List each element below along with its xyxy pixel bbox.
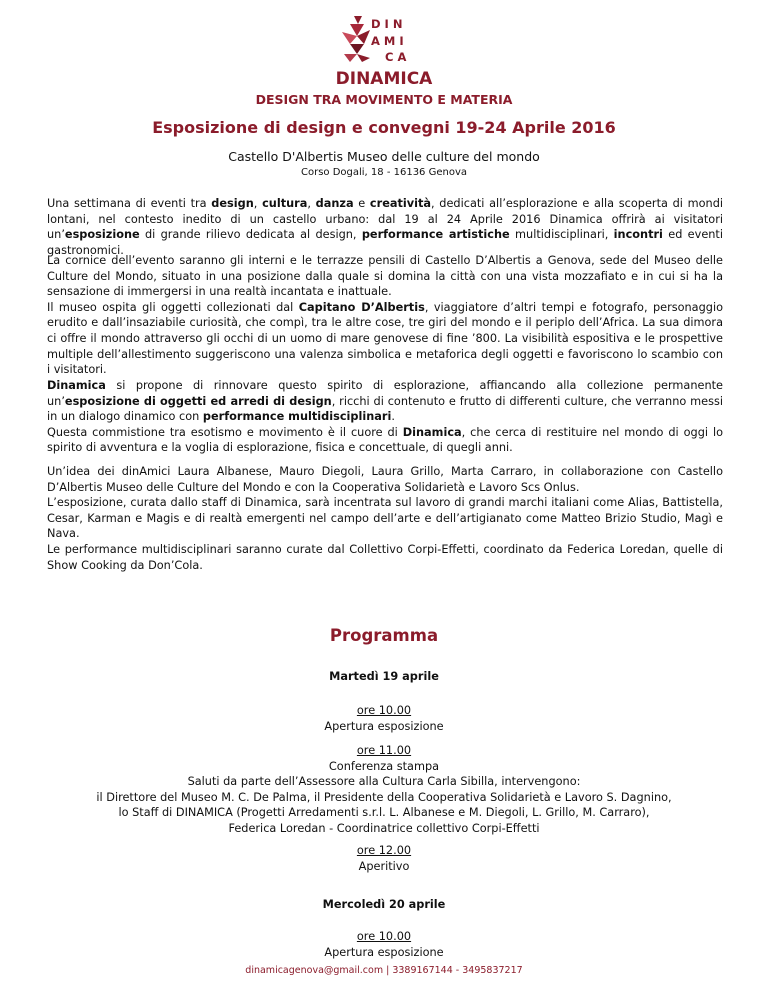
day-heading-2: Mercoledì 20 aprile <box>322 898 446 911</box>
schedule-time: ore 10.00 <box>356 930 412 943</box>
bold-text: cultura <box>262 197 308 210</box>
venue-paragraph <box>47 253 723 378</box>
schedule-item-1 <box>0 703 768 734</box>
text-run: si propone di rinnovare questo spirito di esplorazione, affiancando alla collezione permanente un’ <box>47 379 723 408</box>
logo-wordmark <box>371 16 410 66</box>
logo-line-2: AMI <box>371 33 408 48</box>
text-run: L’esposizione, curata dallo staff di Dinamica, sarà incentrata sul lavoro di grandi marchi italiani come Alias, Battistella, Cesar, Karman e Magis e di realtà emergenti nel campo dell’arte e dell’artigianato come Matteo Brizio Studio, Magì e Nava. <box>47 496 723 541</box>
brand-title: DINAMICA <box>335 69 433 89</box>
text-run: , <box>307 197 316 210</box>
bold-text: incontri <box>613 228 663 242</box>
schedule-time: ore 10.00 <box>356 704 412 717</box>
bold-text: danza <box>315 197 354 210</box>
logo-line-1: DIN <box>371 17 407 31</box>
bold-text: creatività <box>369 197 432 210</box>
venue-address: Corso Dogali, 18 - 16136 Genova <box>300 167 467 178</box>
text-run: , ricchi di contenuto e frutto di differenti culture, che verranno messi in un dialogo dinamico con <box>47 394 724 424</box>
text-run: Un’idea dei dinAmici Laura Albanese, Mauro Diegoli, Laura Grillo, Marta Carraro, in collaborazione con Castello D’Albertis Museo delle Culture del Mondo e con la Cooperativa Solidarietà e Lavoro Scs Onlus. <box>47 465 723 494</box>
schedule-item-4 <box>0 929 768 960</box>
day-heading-1: Martedì 19 aprile <box>329 670 439 683</box>
schedule-text: il Direttore del Museo M. C. De Palma, il Presidente della Cooperativa Solidarietà e Lavoro S. Dagnino, <box>96 790 672 804</box>
brand-subtitle: DESIGN TRA MOVIMENTO E MATERIA <box>255 92 513 107</box>
credits-paragraph <box>47 464 723 573</box>
bold-text: esposizione <box>64 228 140 242</box>
footer-contacts[interactable]: dinamicagenova@gmail.com | 3389167144 - 3495837217 <box>245 965 523 976</box>
text-run: multidisciplinari, <box>509 228 614 242</box>
schedule-text: Federica Loredan - Coordinatrice collettivo Corpi-Effetti <box>228 821 540 835</box>
programma-title: Programma <box>329 626 439 645</box>
event-title: Esposizione di design e convegni 19-24 Aprile 2016 <box>152 118 616 137</box>
schedule-item-2 <box>0 743 768 837</box>
text-run: ed eventi gastronomici. <box>47 228 723 257</box>
logo-line-3: CA <box>385 50 411 64</box>
bold-text: Dinamica <box>47 379 106 392</box>
schedule-text: lo Staff di DINAMICA (Progetti Arredamenti s.r.l. L. Albanese e M. Diegoli, L. Grillo, M. Carraro), <box>118 806 650 820</box>
bold-text: performance multidisciplinari <box>202 410 392 424</box>
text-run: Una settimana di eventi tra <box>47 197 212 210</box>
text-run: . <box>391 410 395 424</box>
text-run: , dedicati all’esplorazione e alla scoperta di mondi lontani, nel contesto inedito di un castello urbano: dal 19 al 24 Aprile 2016 Dinamica offrirà ai visitatori un’ <box>47 197 723 242</box>
text-run: La cornice dell’evento saranno gli interni e le terrazze pensili di Castello D’Albertis a Genova, sede del Museo delle Culture del Mondo, situato in una posizione dalla quale si domina la città con una vista mozzafiato e in cui si ha la sensazione di immergersi in una realtà incantata e inattuale. <box>47 254 723 299</box>
schedule-text: Saluti da parte dell’Assessore alla Cultura Carla Sibilla, intervengono: <box>187 775 581 789</box>
origami-dancer-icon <box>340 14 374 64</box>
schedule-time: ore 11.00 <box>356 744 412 757</box>
schedule-text: Aperitivo <box>358 859 410 873</box>
schedule-text: Apertura esposizione <box>324 719 444 733</box>
mission-paragraph <box>47 378 723 456</box>
text-run: e <box>353 197 370 210</box>
schedule-time: ore 12.00 <box>356 844 412 857</box>
venue-name: Castello D'Albertis Museo delle culture del mondo <box>228 149 540 164</box>
bold-text: Capitano D’Albertis <box>298 300 425 314</box>
bold-text: esposizione di oggetti ed arredi di design <box>64 394 332 408</box>
bold-text: performance artistiche <box>361 228 510 242</box>
bold-text: design <box>211 197 254 210</box>
dinamica-logo <box>340 14 440 66</box>
schedule-item-3 <box>0 843 768 874</box>
text-run: di grande rilievo dedicata al design, <box>139 228 362 242</box>
bold-text: Dinamica <box>402 425 462 439</box>
text-run: Il museo ospita gli oggetti collezionati dal <box>47 300 299 314</box>
text-run: , viaggiatore d’altri tempi e fotografo, personaggio erudito e dall’insaziabile curiosità, che compì, tra le altre cose, tre giri del mondo e il periplo dell’Africa. La sua dimora ci offre il mondo attraverso gli occhi di un uomo di mare genovese di fine ’800. La visibilità espositiva e le prospettive multiple dell’allestimento suggeriscono una valenza simbolica e metaforica degli oggetti e favoriscono lo scambio con i visitatori. <box>47 300 723 377</box>
intro-paragraph <box>47 196 723 258</box>
schedule-text: Conferenza stampa <box>328 759 440 773</box>
schedule-text: Apertura esposizione <box>324 945 444 959</box>
text-run: Le performance multidisciplinari saranno curate dal Collettivo Corpi-Effetti, coordinato da Federica Loredan, quelle di Show Cooking da Don’Cola. <box>47 542 723 572</box>
text-run: , che cerca di restituire nel mondo di oggi lo spirito di avventura e la voglia di esplorazione, fisica e concettuale, di quegli anni. <box>47 425 724 455</box>
text-run: Questa commistione tra esotismo e movimento è il cuore di <box>47 425 403 439</box>
text-run: , <box>253 197 263 210</box>
